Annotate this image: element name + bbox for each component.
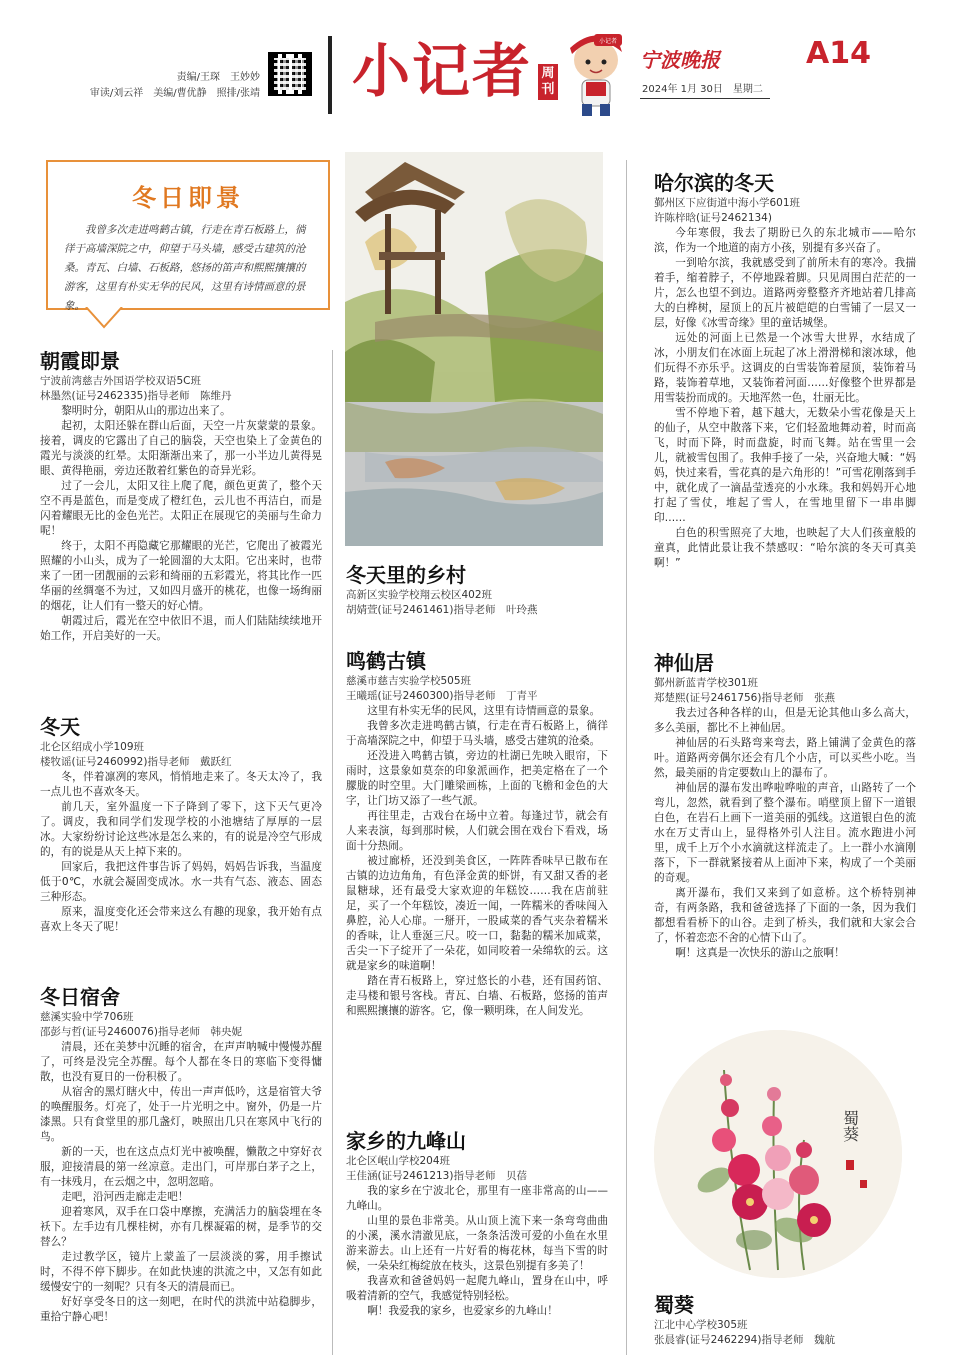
article-title: 朝霞即景 — [40, 349, 120, 373]
article-title: 哈尔滨的冬天 — [654, 171, 774, 195]
credits-line-2: 审读/刘云祥 美编/曹优静 照排/张靖 — [89, 88, 260, 99]
article-author: 林墨然(证号2462335)指导老师 陈维丹 — [40, 390, 232, 402]
masthead-subtitle: 周刊 — [538, 64, 558, 100]
article-body — [654, 706, 916, 961]
intro-box — [46, 160, 330, 310]
article-school: 北仑区岷山学校204班 — [346, 1155, 451, 1167]
article-title: 鸣鹤古镇 — [346, 649, 426, 673]
article-school: 宁波前湾慈吉外国语学校双语5C班 — [40, 375, 202, 387]
paragraph: 过了一会儿，太阳又往上爬了爬，颜色更黄了，整个天空不再是蓝色，而是变成了橙红色，云儿也不再洁白，而是闪着耀眼无比的金色光芒。太阳正在展现它的美丽与生命力呢！ — [40, 480, 322, 537]
article-author: 邵彭与哲(证号2460076)指导老师 韩央妮 — [40, 1026, 242, 1038]
paragraph: 这里有朴实无华的民风，这里有诗情画意的景象。 — [367, 705, 601, 717]
paragraph: 白色的积雪照亮了大地，也映起了大人们孩童般的童真，此情此景让我不禁感叹：“哈尔滨的冬天可真美啊！” — [654, 527, 916, 569]
mascot-badge: 小记者 — [598, 38, 618, 45]
article-school: 江北中心学校305班 — [654, 1319, 748, 1331]
article-title: 神仙居 — [654, 651, 714, 675]
paragraph: 终于，太阳不再隐藏它那耀眼的光芒，它爬出了被霞光照耀的小山头，成为了一轮圆溜的大太阳。它出来时，也带来了一团一团靓丽的云彩和绮丽的五彩霞光，将其比作一匹华丽的丝绸毫不为过，又如四月盛开的桃花，也像一场绚丽的烟花，让人们有一整天的好心情。 — [40, 540, 322, 612]
paragraph: 走过教学区，镜片上蒙盖了一层淡淡的雾，用手擦试时，不得不停下脚步。在如此快速的洪流之中，又怎有如此缓慢安宁的一刻呢？只有冬天的清晨而已。 — [40, 1251, 322, 1293]
paragraph: 离开瀑布，我们又来到了如意桥。这个桥特别神奇，有两条路，我和爸爸选择了下面的一条，因为我们都想看看桥下的山谷。走到了桥头，我们就和大家会合了，怀着恋恋不舍的心情下山了。 — [654, 887, 916, 944]
article-body — [40, 1040, 322, 1325]
paragraph: 我去过各种各样的山，但是无论其他山多么高大，多么美丽，都比不上神仙居。 — [654, 707, 916, 734]
paragraph: 冬，伴着凛冽的寒风，悄悄地走来了。冬天太冷了，我一点儿也不喜欢冬天。 — [40, 771, 322, 798]
paragraph: 好好享受冬日的这一刻吧，在时代的洪流中站稳脚步，重拾宁静心吧！ — [40, 1296, 322, 1323]
article-school: 鄞州区下应街道中海小学601班 — [654, 197, 801, 209]
article-1 — [40, 348, 322, 644]
article-8 — [654, 650, 916, 961]
article-author: 郑楚熙(证号2461756)指导老师 张燕 — [654, 692, 835, 704]
paragraph: 啊！我爱我的家乡，也爱家乡的九峰山！ — [367, 1305, 558, 1317]
article-4 — [346, 562, 608, 618]
article-body — [654, 226, 916, 571]
article-title: 冬日宿舍 — [40, 985, 120, 1009]
paragraph: 今年寒假，我去了期盼已久的东北城市——哈尔滨，作为一个地道的南方小孩，别提有多兴奋了。 — [654, 227, 916, 254]
paragraph: 还没进入鸣鹤古镇，旁边的杜湖已先映入眼帘，下雨时，这景象如莫奈的印象派画作，把美定格在了一个朦胧的时空里。大门雕梁画栋，上面的飞檐和金色的大字，让门坊又添了一些气派。 — [346, 750, 608, 807]
credits — [60, 70, 260, 102]
article-title: 家乡的九峰山 — [346, 1129, 466, 1153]
paragraph: 朝霞过后，霞光在空中依旧不退，而人们陆陆续续地开始工作，开启美好的一天。 — [40, 615, 322, 642]
painting-inscription: 蜀葵 — [840, 1110, 860, 1142]
qr-code-icon — [268, 52, 312, 96]
paragraph: 一到哈尔滨，我就感受到了前所未有的寒冷。我揣着手，缩着脖子，不停地跺着脚。只见周围白茫茫的一片，怎么也望不到边。道路两旁整整齐齐地站着几排高大的白桦树，屋顶上的瓦片被皑皑的白雪铺了一层又一层，好像《冰雪奇缘》里的童话城堡。 — [654, 257, 916, 329]
article-body — [346, 704, 608, 1019]
column-rule-left — [332, 350, 333, 1355]
article-author: 胡婧萱(证号2461461)指导老师 叶玲燕 — [346, 604, 538, 616]
article-author: 楼牧谣(证号2460992)指导老师 戴跃红 — [40, 756, 232, 768]
article-5 — [346, 648, 608, 1019]
mascot-icon — [560, 30, 632, 118]
column-rule-right — [626, 160, 627, 1355]
painting-pavilion — [345, 152, 603, 546]
intro-pointer-icon — [84, 307, 124, 329]
article-author: 张晨睿(证号2462294)指导老师 魏航 — [654, 1334, 835, 1346]
paragraph: 前几天，室外温度一下子降到了零下，这下天气更冷了。调皮，我和同学们发现学校的小池塘结了厚厚的一层冰。大家纷纷讨论这些冰是怎么来的，有的说是冷空气形成的，有的说是从天上掉下来的。 — [40, 801, 322, 858]
article-school: 慈溪实验中学706班 — [40, 1011, 134, 1023]
paragraph: 山里的景色非常美。从山顶上流下来一条弯弯曲曲的小溪，溪水清澈见底，一条条活泼可爱的小鱼在水里游来游去。山上还有一片好看的梅花林，每当下雪的时候，一朵朵红梅绽放在枝头，这景色别提有多美了！ — [346, 1215, 608, 1272]
article-body — [40, 770, 322, 935]
article-school: 北仑区绍成小学109班 — [40, 741, 145, 753]
paragraph: 再往里走，古戏台在场中立着。每逢过节，就会有人来表演，每到那时候，人们就会围在戏台下看戏，场面十分热闹。 — [346, 810, 608, 852]
paragraph: 走吧，沿河西走廊走走吧！ — [61, 1191, 189, 1203]
paragraph: 迎着寒风，双手在口袋中摩擦，充满活力的脑袋埋在冬袄下。左手边有几棵桂树，亦有几棵凝霜的树，是季节的交替么？ — [40, 1206, 322, 1248]
article-2 — [40, 714, 322, 935]
paragraph: 我喜欢和爸爸妈妈一起爬九峰山，置身在山中，呼吸着清新的空气，我感觉特别轻松。 — [346, 1275, 608, 1302]
article-body — [40, 404, 322, 644]
paragraph: 我的家乡在宁波北仑，那里有一座非常高的山——九峰山。 — [346, 1185, 608, 1212]
paper-name: 宁波晚报 — [640, 48, 720, 72]
article-school: 鄞州新蓝青学校301班 — [654, 677, 759, 689]
paragraph: 雪不停地下着，越下越大，无数朵小雪花像是天上的仙子，从空中散落下来，它们轻盈地舞动着，时而高飞，时而下降，时而盘旋，时而飞舞。站在雪里一会儿，就被雪包围了。我伸手接了一朵，兴奋地大喊：“妈妈，快过来看，雪花真的是六角形的！”可雪花刚落到手中，就化成了一滴晶莹透亮的小水珠。我和妈妈开心地打起了雪仗，堆起了雪人，在雪地里留下一串串脚印…… — [654, 407, 916, 524]
article-school: 慈溪市慈吉实验学校505班 — [346, 675, 472, 687]
paragraph: 我曾多次走进鸣鹤古镇，行走在青石板路上，徜徉于高墙深院之中，仰望于马头墙，感受古建筑的沧桑。 — [346, 720, 608, 747]
article-author: 王佳涵(证号2461213)指导老师 贝蓓 — [346, 1170, 527, 1182]
paragraph: 黎明时分，朝阳从山的那边出来了。 — [61, 405, 231, 417]
paragraph: 清晨，还在美梦中沉睡的宿舍，在声声呐喊中慢慢苏醒了，可终是没完全苏醒。每个人都在冬日的寒临下变得慵散，也没有夏日的一份积极了。 — [40, 1041, 322, 1083]
paragraph: 起初，太阳还躲在群山后面，天空一片灰蒙蒙的景象。接着，调皮的它露出了自己的脑袋，天空也染上了金黄色的霞光与淡淡的红晕。太阳渐渐出来了，那一小半边儿黄得晃眼、黄得艳丽，旁边还散着红紫色的奇异光彩。 — [40, 420, 322, 477]
article-9 — [654, 1292, 916, 1348]
article-title: 冬天 — [40, 715, 80, 739]
article-3 — [40, 984, 322, 1325]
article-7 — [654, 170, 916, 571]
article-body — [346, 1184, 608, 1319]
masthead-title: 小记者 — [352, 37, 533, 105]
intro-title: 冬日即景 — [132, 183, 244, 212]
paragraph: 远处的河面上已然是一个冰雪大世界，水结成了冰，小朋友们在冰面上玩起了冰上滑滑梯和滚冰球，他们玩得不亦乐乎。这调皮的白雪装饰着屋顶，装饰着马路，装饰着草地，又装饰着河面……好像整个世界都是用雪装扮而成的。天地浑然一色，壮丽无比。 — [654, 332, 916, 404]
article-author: 王曦瑶(证号2460300)指导老师 丁青平 — [346, 690, 538, 702]
painting-hollyhock — [654, 1030, 902, 1278]
article-author: 许陈梓晗(证号2462134) — [654, 212, 772, 224]
masthead-divider — [328, 36, 332, 114]
dateline: 2024年 1月 30日 星期二 — [642, 84, 763, 95]
article-title: 蜀葵 — [654, 1293, 694, 1317]
paragraph: 神仙居的石头路弯来弯去，路上铺满了金黄色的落叶。道路两旁偶尔还会有几个小店，可以买些小吃。当然，最美丽的肯定要数山上的瀑布了。 — [654, 737, 916, 779]
article-6 — [346, 1128, 608, 1319]
paragraph: 神仙居的瀑布发出哗啦哗啦的声音，山路转了一个弯儿，忽然，就看到了整个瀑布。哨壁顶上留下一道银白色，在岩石上画下一道美丽的弧线。这道银白色的流水在万丈青山上，显得格外引人注目。流水跑进小河里，成千上万个小水滴就这样流走了。上一群小水滴刚落下，下一群就紧接着从上面冲下来，构成了一个美丽的奇观。 — [654, 782, 916, 884]
paragraph: 回家后，我把这件事告诉了妈妈，妈妈告诉我，当温度低于0℃，水就会凝固变成冰。水一共有气态、液态、固态三种形态。 — [40, 861, 322, 903]
paragraph: 被过廊桥，还没到美食区，一阵阵香味早已散布在古镇的边边角角，有色泽金黄的虾饼，有又甜又香的老鼠糖球，还有最受大家欢迎的年糕饺……我在店前驻足，买了一个年糕饺，凑近一闻，一阵糯米的香味闯入鼻腔，沁人心扉。一掰开，一股咸菜的香气夹杂着糯米的香味，让人垂涎三尺。咬一口，黏黏的糯米加咸菜，舌尖一下子绽开了一朵花，如同咬着一朵绵软的云。这就是家乡的味道啊！ — [346, 855, 608, 972]
paragraph: 踏在青石板路上，穿过悠长的小巷，还有国药馆、走马楼和银号客栈。青瓦、白墙、石板路，悠扬的笛声和熙熙攘攘的游客。它，像一颗明珠，在人间发光。 — [346, 975, 608, 1017]
header-rule — [640, 98, 770, 99]
paragraph: 原来，温度变化还会带来这么有趣的现象，我开始有点喜欢上冬天了呢！ — [40, 906, 322, 933]
paragraph: 啊！这真是一次快乐的游山之旅啊！ — [675, 947, 845, 959]
article-title: 冬天里的乡村 — [346, 563, 466, 587]
intro-text: 我曾多次走进鸣鹤古镇，行走在青石板路上，徜徉于高墙深院之中，仰望于马头墙，感受古建筑的沧桑。青瓦、白墙、石板路，悠扬的笛声和熙熙攘攘的游客，这里有朴实无华的民风，这里有诗情画意的景象。 — [64, 224, 306, 312]
article-school: 高新区实验学校翔云校区402班 — [346, 589, 493, 601]
paragraph: 新的一天，也在这点点灯光中被唤醒，懒散之中穿好衣服，迎接清晨的第一丝凉意。走出门，可岸那白茅子之上，有一抹残月，在云烟之中，忽明忽暗。 — [40, 1146, 322, 1188]
paragraph: 从宿舍的黑灯瞎火中，传出一声声低吟，这是宿管大爷的唤醒服务。灯亮了，处于一片光明之中。窗外，仍是一片漆黑。只有食堂里的那几盏灯，映照出几只在寒风中飞行的鸟。 — [40, 1086, 322, 1143]
credits-line-1: 责编/王琛 王妙妙 — [176, 72, 260, 83]
page-number: A14 — [806, 36, 871, 71]
